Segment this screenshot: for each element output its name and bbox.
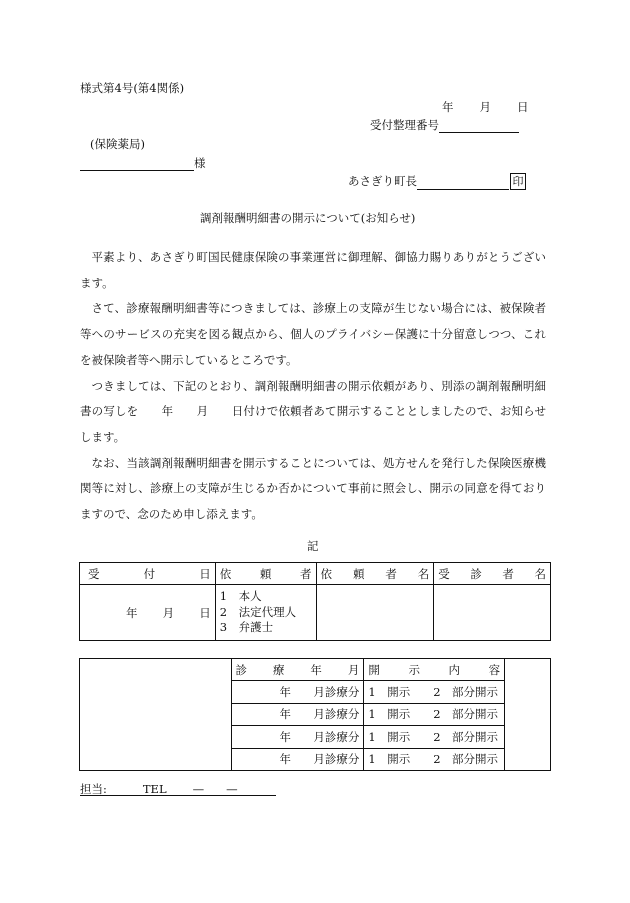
request-table-row xyxy=(80,585,551,641)
form-number: 様式第4号(第4関係) xyxy=(80,81,185,95)
date-line xyxy=(442,99,529,115)
receipt-number-label: 受付整理番号 xyxy=(370,118,439,132)
disclosure-table-header xyxy=(80,659,551,681)
tel-label: TEL xyxy=(142,782,167,796)
disclosure-table xyxy=(79,658,551,771)
contact-label: 担当: xyxy=(80,782,107,796)
receipt-number-blank[interactable] xyxy=(439,120,519,133)
addressee-blank[interactable] xyxy=(80,158,194,171)
requester-name-cell[interactable] xyxy=(316,585,434,641)
requester-header: 依 頼 者 xyxy=(215,563,316,585)
tel-dash-1: — xyxy=(192,782,205,796)
treatment-month-cell[interactable]: 年 月診療分 xyxy=(231,748,364,771)
month-label: 月 xyxy=(479,100,491,114)
sender-name-blank[interactable] xyxy=(417,177,509,190)
body-text xyxy=(80,245,546,528)
paragraph-3: つきましては、下記のとおり、調剤報酬明細書の開示依頼があり、別添の調剤報酬明細書の写しを 年 月 日付けで依頼者あて開示することとしましたので、お知らせします。 xyxy=(80,378,546,444)
tel-dash-2: — xyxy=(226,782,238,796)
sender xyxy=(348,173,526,190)
receipt-number xyxy=(370,117,519,133)
disclosure-choice-cell[interactable]: 1 開示 2 部分開示 xyxy=(364,726,505,749)
disclosure-choice-cell[interactable]: 1 開示 2 部分開示 xyxy=(364,748,505,771)
year-label: 年 xyxy=(442,100,454,114)
pharmacy-label: (保険薬局) xyxy=(90,137,145,151)
disclosure-header: 開 示 内 容 xyxy=(364,659,505,681)
requester-options-cell[interactable] xyxy=(215,585,316,641)
disclosure-right-blank[interactable] xyxy=(505,659,551,771)
treatment-month-cell[interactable]: 年 月診療分 xyxy=(231,726,364,749)
requester-option-1[interactable]: 1 本人 xyxy=(219,589,262,604)
ki-label: 記 xyxy=(307,539,319,553)
requester-option-3[interactable]: 3 弁護士 xyxy=(219,620,274,635)
treatment-month-header: 診 療 年 月 xyxy=(231,659,364,681)
patient-name-cell[interactable] xyxy=(434,585,551,641)
disclosure-choice-cell[interactable]: 1 開示 2 部分開示 xyxy=(364,703,505,726)
requester-option-2[interactable]: 2 法定代理人 xyxy=(219,604,297,619)
paragraph-1: 平素より、あさぎり町国民健康保険の事業運営に御理解、御協力賜りありがとうございます。 xyxy=(80,250,546,290)
addressee-line xyxy=(80,155,206,171)
request-table xyxy=(79,562,551,641)
request-table-header xyxy=(80,563,551,585)
received-date-cell[interactable]: 年 月 日 xyxy=(80,585,216,641)
paragraph-4: なお、当該調剤報酬明細書を開示することについては、処方せんを発行した保険医療機関等に対し、診療上の支障が生じるか否かについて事前に照会し、開示の同意を得ておりますので、念のため申し添えます。 xyxy=(80,455,546,522)
treatment-month-cell[interactable]: 年 月診療分 xyxy=(231,703,364,726)
document-title: 調剤報酬明細書の開示について(お知らせ) xyxy=(200,211,416,225)
paragraph-2: さて、診療報酬明細書等につきましては、診療上の支障が生じない場合には、被保険者等へのサービスの充実を図る観点から、個人のプライバシー保護に十分留意しつつ、これを被保険者等へ開示しているところです。 xyxy=(80,301,546,367)
requester-name-header: 依 頼 者 名 xyxy=(316,563,434,585)
disclosure-left-blank[interactable] xyxy=(80,659,232,771)
received-date-header: 受 付 日 xyxy=(80,563,216,585)
seal-stamp: 印 xyxy=(510,173,526,190)
day-label: 日 xyxy=(517,100,529,114)
patient-name-header: 受 診 者 名 xyxy=(434,563,551,585)
contact-line[interactable] xyxy=(80,781,276,796)
sender-title: あさぎり町長 xyxy=(348,174,417,188)
treatment-month-cell[interactable]: 年 月診療分 xyxy=(231,681,364,704)
honorific: 様 xyxy=(194,156,206,170)
disclosure-choice-cell[interactable]: 1 開示 2 部分開示 xyxy=(364,681,505,704)
